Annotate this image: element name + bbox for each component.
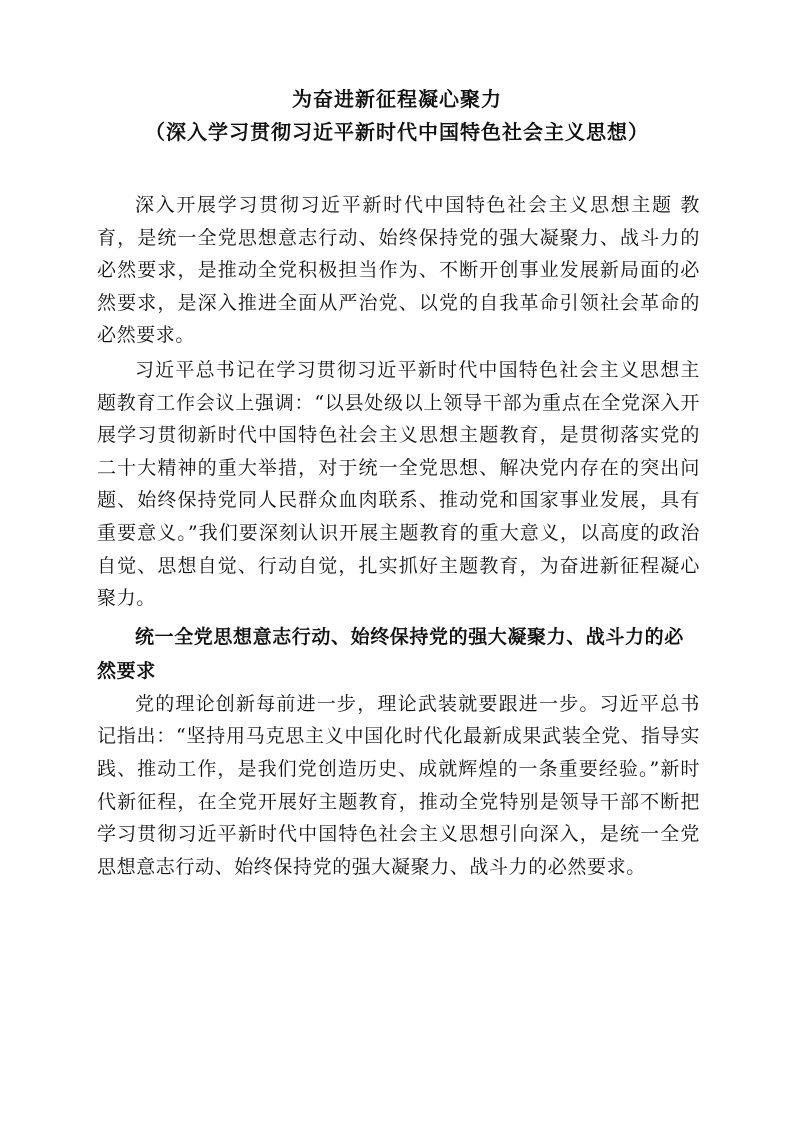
paragraph-intro: 深入开展学习贯彻习近平新时代中国特色社会主义思想主题 教育，是统一全党思想意志行动、始终保持党的强大凝聚力、战斗力的必然要求，是推动全党积极担当作为、不断开创事业发展新局面的必然要求，是深入推进全面从严治党、以党的自我革命引领社会革命的必然要求。: [97, 194, 700, 347]
document-title: 为奋进新征程凝心聚力: [292, 87, 502, 111]
paragraph-theory: 党的理论创新每前进一步，理论武装就要跟进一步。习近平总书记指出：“坚持用马克思主义中国化时代化最新成果武装全党、指导实践、推动工作，是我们党创造历史、成就辉煌的一条重要经验。”新时代新征程，在全党开展好主题教育，推动全党特别是领导干部不断把学习贯彻习近平新时代中国特色社会主义思想引向深入，是统一全党思想意志行动、始终保持党的强大凝聚力、战斗力的必然要求。: [97, 692, 700, 878]
document-subtitle: （深入学习贯彻习近平新时代中国特色社会主义思想）: [145, 120, 649, 144]
section-heading: 统一全党思想意志行动、始终保持党的强大凝聚力、战斗力的必然要求: [97, 625, 684, 682]
document-body: [97, 189, 700, 883]
paragraph-speech-quote: 习近平总书记在学习贯彻习近平新时代中国特色社会主义思想主题教育工作会议上强调：“以县处级以上领导干部为重点在全党深入开展学习贯彻新时代中国特色社会主义思想主题教育，是贯彻落实党的二十大精神的重大举措，对于统一全党思想、解决党内存在的突出问题、始终保持党同人民群众血肉联系、推动党和国家事业发展，具有重要意义。”我们要深刻认识开展主题教育的重大意义，以高度的政治自觉、思想自觉、行动自觉，扎实抓好主题教育，为奋进新征程凝心聚力。: [97, 358, 700, 610]
